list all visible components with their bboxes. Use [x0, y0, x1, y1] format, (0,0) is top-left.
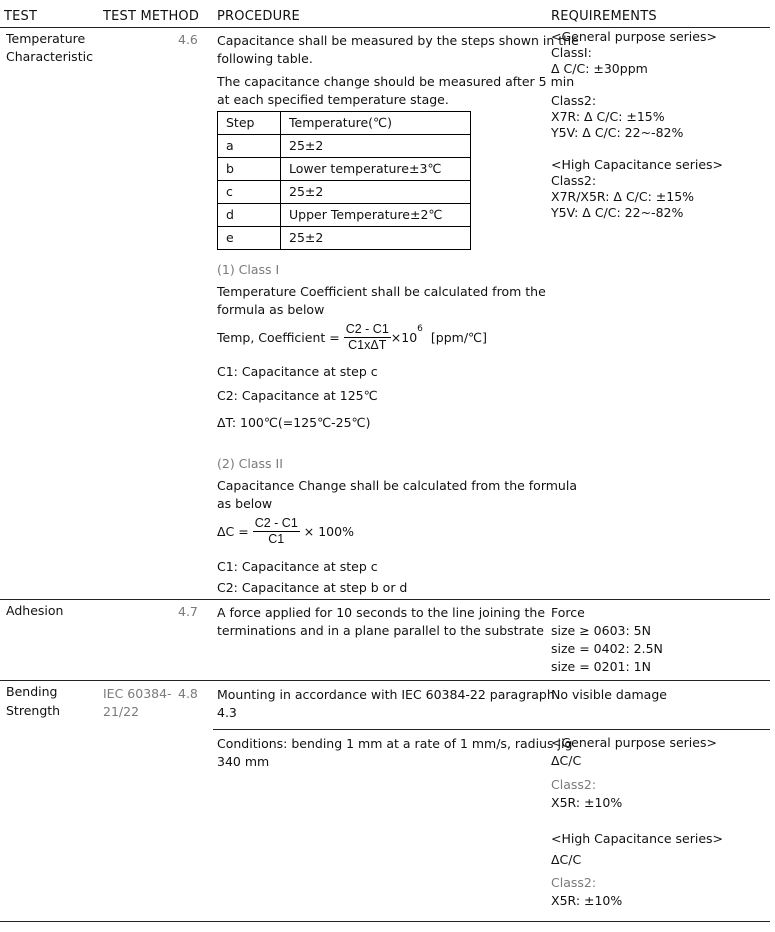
class2-label: (2) Class II [217, 456, 283, 471]
header-test: TEST [4, 9, 38, 24]
test-name-line2: Strength [6, 703, 61, 718]
procedure-text: 4.3 [217, 705, 237, 720]
temperature-steps-table [217, 111, 471, 250]
procedure-text: formula as below [217, 302, 325, 317]
test-name-line1: Temperature [6, 31, 86, 46]
procedure-text: 340 mm [217, 754, 270, 769]
table-cell: c [218, 181, 281, 204]
formula-lhs: ΔC = [217, 524, 249, 539]
procedure-text: A force applied for 10 seconds to the line joining the [217, 605, 546, 620]
table-cell: 25±2 [281, 181, 471, 204]
procedure-text: terminations and in a plane parallel to the substrate [217, 623, 544, 638]
table-bottom-rule [0, 921, 770, 922]
requirement-text: Class2: [551, 93, 597, 108]
requirement-class-label: Class2: [551, 777, 597, 792]
requirement-text: <General purpose series> [551, 735, 717, 750]
requirement-text: X5R: ±10% [551, 893, 623, 908]
procedure-text: at each specified temperature stage. [217, 92, 449, 107]
requirement-text: ClassI: [551, 45, 592, 60]
procedure-text: Capacitance Change shall be calculated from the formula [217, 478, 577, 493]
table-header-row [218, 112, 471, 135]
requirement-text: <High Capacitance series> [551, 157, 724, 172]
formula-exponent: 6 [417, 324, 423, 334]
test-name: Adhesion [6, 603, 64, 618]
definition-text: ΔT: 100℃(=125℃-25℃) [217, 415, 371, 430]
table-row [218, 227, 471, 250]
requirement-text: size ≥ 0603: 5N [551, 623, 651, 638]
row-divider [0, 680, 770, 681]
definition-text: C1: Capacitance at step c [217, 364, 378, 379]
table-row [218, 204, 471, 227]
test-method-line1: IEC 60384- [103, 686, 172, 701]
table-row [218, 135, 471, 158]
header-test-method: TEST METHOD [103, 9, 200, 24]
table-cell: Upper Temperature±2℃ [281, 204, 471, 227]
formula-numerator: C2 - C1 [345, 322, 389, 336]
requirement-text: Force [551, 605, 585, 620]
class1-label: (1) Class I [217, 262, 280, 277]
requirement-text: ΔC/C [551, 852, 582, 867]
procedure-text: Conditions: bending 1 mm at a rate of 1 mm/s, radius jig [217, 736, 573, 751]
clause-number: 4.8 [178, 686, 198, 701]
table-cell: d [218, 204, 281, 227]
header-procedure: PROCEDURE [217, 9, 300, 24]
table-row [218, 181, 471, 204]
requirement-text: ΔC/C [551, 753, 582, 768]
table-header-cell: Temperature(℃) [281, 112, 471, 135]
definition-text: C2: Capacitance at step b or d [217, 580, 408, 595]
test-name-line2: Characteristic [6, 49, 93, 64]
formula-denominator: C1 [268, 532, 285, 546]
formula-numerator: C2 - C1 [254, 516, 298, 530]
table-cell: Lower temperature±3℃ [281, 158, 471, 181]
requirement-text: Δ C/C: ±30ppm [551, 61, 648, 76]
formula-fraction [344, 322, 391, 353]
clause-number: 4.6 [178, 32, 198, 47]
procedure-text: Capacitance shall be measured by the steps shown in the [217, 33, 579, 48]
requirement-text: size = 0402: 2.5N [551, 641, 663, 656]
requirement-text: X7R: Δ C/C: ±15% [551, 109, 665, 124]
table-cell: a [218, 135, 281, 158]
temp-coefficient-formula [217, 322, 487, 353]
requirement-text: <High Capacitance series> [551, 831, 724, 846]
table-row [218, 158, 471, 181]
requirement-text: size = 0201: 1N [551, 659, 651, 674]
requirement-class-label: Class2: [551, 875, 597, 890]
procedure-text: The capacitance change should be measured after 5 min [217, 74, 575, 89]
formula-lhs: Temp, Coefficient = [217, 330, 340, 345]
table-cell: 25±2 [281, 135, 471, 158]
requirement-text: X5R: ±10% [551, 795, 623, 810]
requirement-text: Class2: [551, 173, 597, 188]
requirement-text: <General purpose series> [551, 29, 717, 44]
formula-denominator: C1xΔT [348, 338, 387, 352]
procedure-text: as below [217, 496, 273, 511]
table-cell: b [218, 158, 281, 181]
capacitance-change-formula [217, 516, 354, 547]
test-name-line1: Bending [6, 684, 58, 699]
formula-times: ×10 [390, 330, 418, 345]
clause-number: 4.7 [178, 604, 198, 619]
procedure-text: Mounting in accordance with IEC 60384-22 paragraph [217, 687, 555, 702]
procedure-text: Temperature Coefficient shall be calculated from the [217, 284, 546, 299]
table-header-cell: Step [218, 112, 281, 135]
definition-text: C1: Capacitance at step c [217, 559, 378, 574]
definition-text: C2: Capacitance at 125℃ [217, 388, 378, 403]
header-requirements: REQUIREMENTS [551, 9, 657, 24]
formula-rhs: × 100% [303, 524, 354, 539]
table-cell: 25±2 [281, 227, 471, 250]
requirement-text: X7R/X5R: Δ C/C: ±15% [551, 189, 695, 204]
formula-unit: [ppm/℃] [430, 330, 487, 345]
table-cell: e [218, 227, 281, 250]
sub-row-divider [213, 729, 770, 730]
requirement-text: Y5V: Δ C/C: 22~-82% [551, 125, 684, 140]
formula-fraction [253, 516, 300, 547]
row-divider [0, 599, 770, 600]
requirement-text: No visible damage [551, 687, 667, 702]
procedure-text: following table. [217, 51, 313, 66]
requirement-text: Y5V: Δ C/C: 22~-82% [551, 205, 684, 220]
test-method-line2: 21/22 [103, 704, 140, 719]
